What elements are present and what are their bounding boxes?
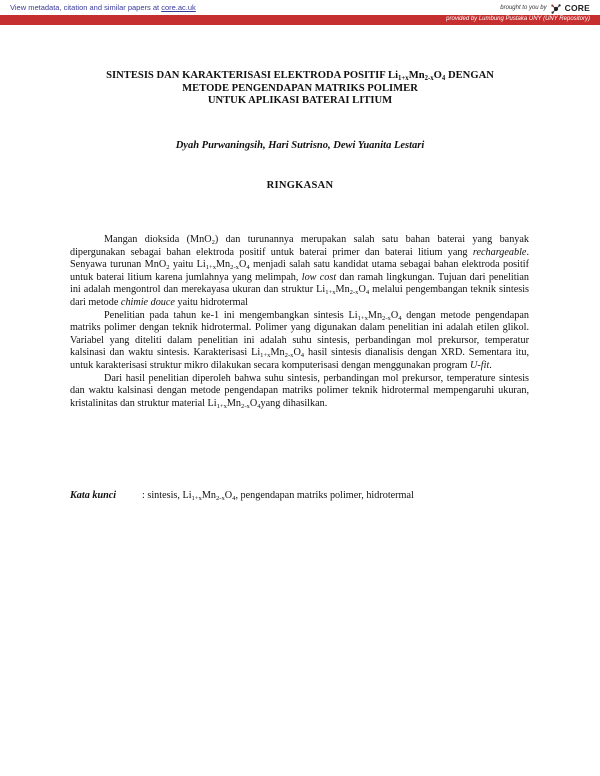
subscript: 2-x [382,314,391,322]
italic-term: chimie douce [120,296,175,308]
text-run: Penelitian pada tahun ke-1 ini mengembangkan sintesis Li [104,309,358,321]
subscript: 1+x [357,314,368,322]
text-run: hasil sintesis dianalisis dengan XRD. Sementara itu, untuk karakterisasi struktur mikro dilakukan secara komputerisasi dengan menggunakan program [70,347,529,371]
text-run: . [489,359,492,371]
text-run: Mn [367,309,383,321]
text-run: O [293,347,301,359]
title-text: SINTESIS DAN KARAKTERISASI ELEKTRODA POSITIF Li [106,70,399,81]
text-run: O [224,490,233,501]
italic-term: low cost [301,271,337,283]
text-run: O [238,259,247,271]
subscript: 4 [232,495,236,502]
subscript: 1+x [325,289,336,297]
italic-term: U-fit [470,359,490,371]
title-text: O [433,70,442,81]
text-run: Mn [201,490,216,501]
paper-title [60,70,540,108]
text-run: yang dihasilkan. [260,397,328,409]
text-run: Mangan dioksida (MnO [104,234,212,245]
title-subscript: 1+x [398,75,409,82]
core-logo-icon [550,2,562,14]
subscript: 4 [365,289,370,297]
text-run: Dari hasil penelitian diperoleh bahwa suhu sintesis, perbandingan mol prekursor, temperature sintesis dan waktu kalsinasi dengan metode pengendapan matriks polimer teknik hidrotermal mempengaruhi ukuran, kristalinitas dan struktur material Li [70,372,529,409]
keywords [70,490,540,503]
subscript: 2 [166,264,170,272]
text-run: menjadi salah satu kandidat utama sebagai bahan elektroda positif untuk baterai litium karena jumlahnya yang melimpah, [70,259,530,283]
abstract-body [70,234,529,410]
core-link-prefix: View metadata, citation and similar papers at [10,3,162,12]
text-run: O [249,397,258,409]
subscript: 2 [211,239,215,246]
abstract-paragraph-3 [70,373,529,411]
text-run: Mn [335,284,350,296]
text-run: ) dan turunannya merupakan salah satu bahan baterai yang banyak dipergunakan sebagai bahan elektroda positif untuk baterai primer dan baterai litium yang [70,234,529,258]
text-run: yaitu hidrotermal [174,296,248,308]
title-text: DENGAN [445,70,494,81]
abstract-paragraph-1 [70,234,529,310]
subscript: 4 [398,314,402,322]
title-subscript: 4 [441,75,446,82]
brought-by-text: brought to you by [500,5,547,11]
subscript: 1+x [205,264,216,272]
core-logo-text: CORE [564,3,590,13]
subscript: 1+x [191,495,202,502]
subscript: 2-x [241,402,250,410]
text-run: O [390,309,399,321]
text-run: dengan metode pengendapan matriks polimer dengan teknik hidrotermal. Polimer yang digunakan dalam penelitian ini adalah etilen glikol. Variabel yang diteliti dalam penelitian ini adalah suhu sintesis, perbandingan mol prekursor, temperatur kalsinasi dan waktu sintesis. Karakterisasi Li [70,309,529,359]
text-run: Mn [270,347,285,359]
text-run: Mn [216,259,231,271]
subscript: 4 [246,264,250,272]
core-ac-uk-link[interactable]: core.ac.uk [161,3,196,12]
italic-term: rechargeable [472,246,527,258]
core-brand[interactable] [500,2,590,14]
text-run: yaitu Li [169,259,206,271]
text-run: . Senyawa turunan MnO [70,246,529,271]
subscript: 2-x [230,264,239,272]
subscript: 2-x [284,352,294,360]
subscript: 2-x [349,289,359,297]
abstract-paragraph-2 [70,310,529,373]
title-subscript: 2-x [424,75,434,82]
subscript: 4 [300,352,305,360]
title-line-2: METODE PENGENDAPAN MATRIKS POLIMER [182,82,418,94]
keywords-label: Kata kunci [70,490,117,501]
title-line-3: UNTUK APLIKASI BATERAI LITIUM [207,95,393,106]
text-run: , pengendapan matriks polimer, hidrotermal [235,490,414,501]
provided-by-text[interactable]: provided by Lumbung Pustaka UNY (UNY Repository) [446,16,590,22]
text-run: Mn [226,397,242,409]
title-line-1 [60,70,540,83]
text-run: O [358,284,366,296]
subscript: 4 [257,402,261,410]
authors: Dyah Purwaningsih, Hari Sutrisno, Dewi Yuanita Lestari [175,140,425,151]
provided-by-bar [0,15,600,25]
subscript: 1+x [216,402,227,410]
text-run: dan ramah lingkungan. Tujuan dari penelitian ini adalah mengontrol dan merekayasa ukuran dan struktur Li [70,271,529,296]
text-run: melalui pengembangan teknik sintesis dari metode [70,284,529,308]
subscript: 2-x [216,495,225,502]
section-heading: RINGKASAN [266,180,334,191]
subscript: 1+x [260,352,271,360]
core-banner [0,0,600,14]
core-metadata-link[interactable] [10,3,196,12]
text-run: : sintesis, Li [142,490,192,501]
title-text: Mn [408,70,425,81]
